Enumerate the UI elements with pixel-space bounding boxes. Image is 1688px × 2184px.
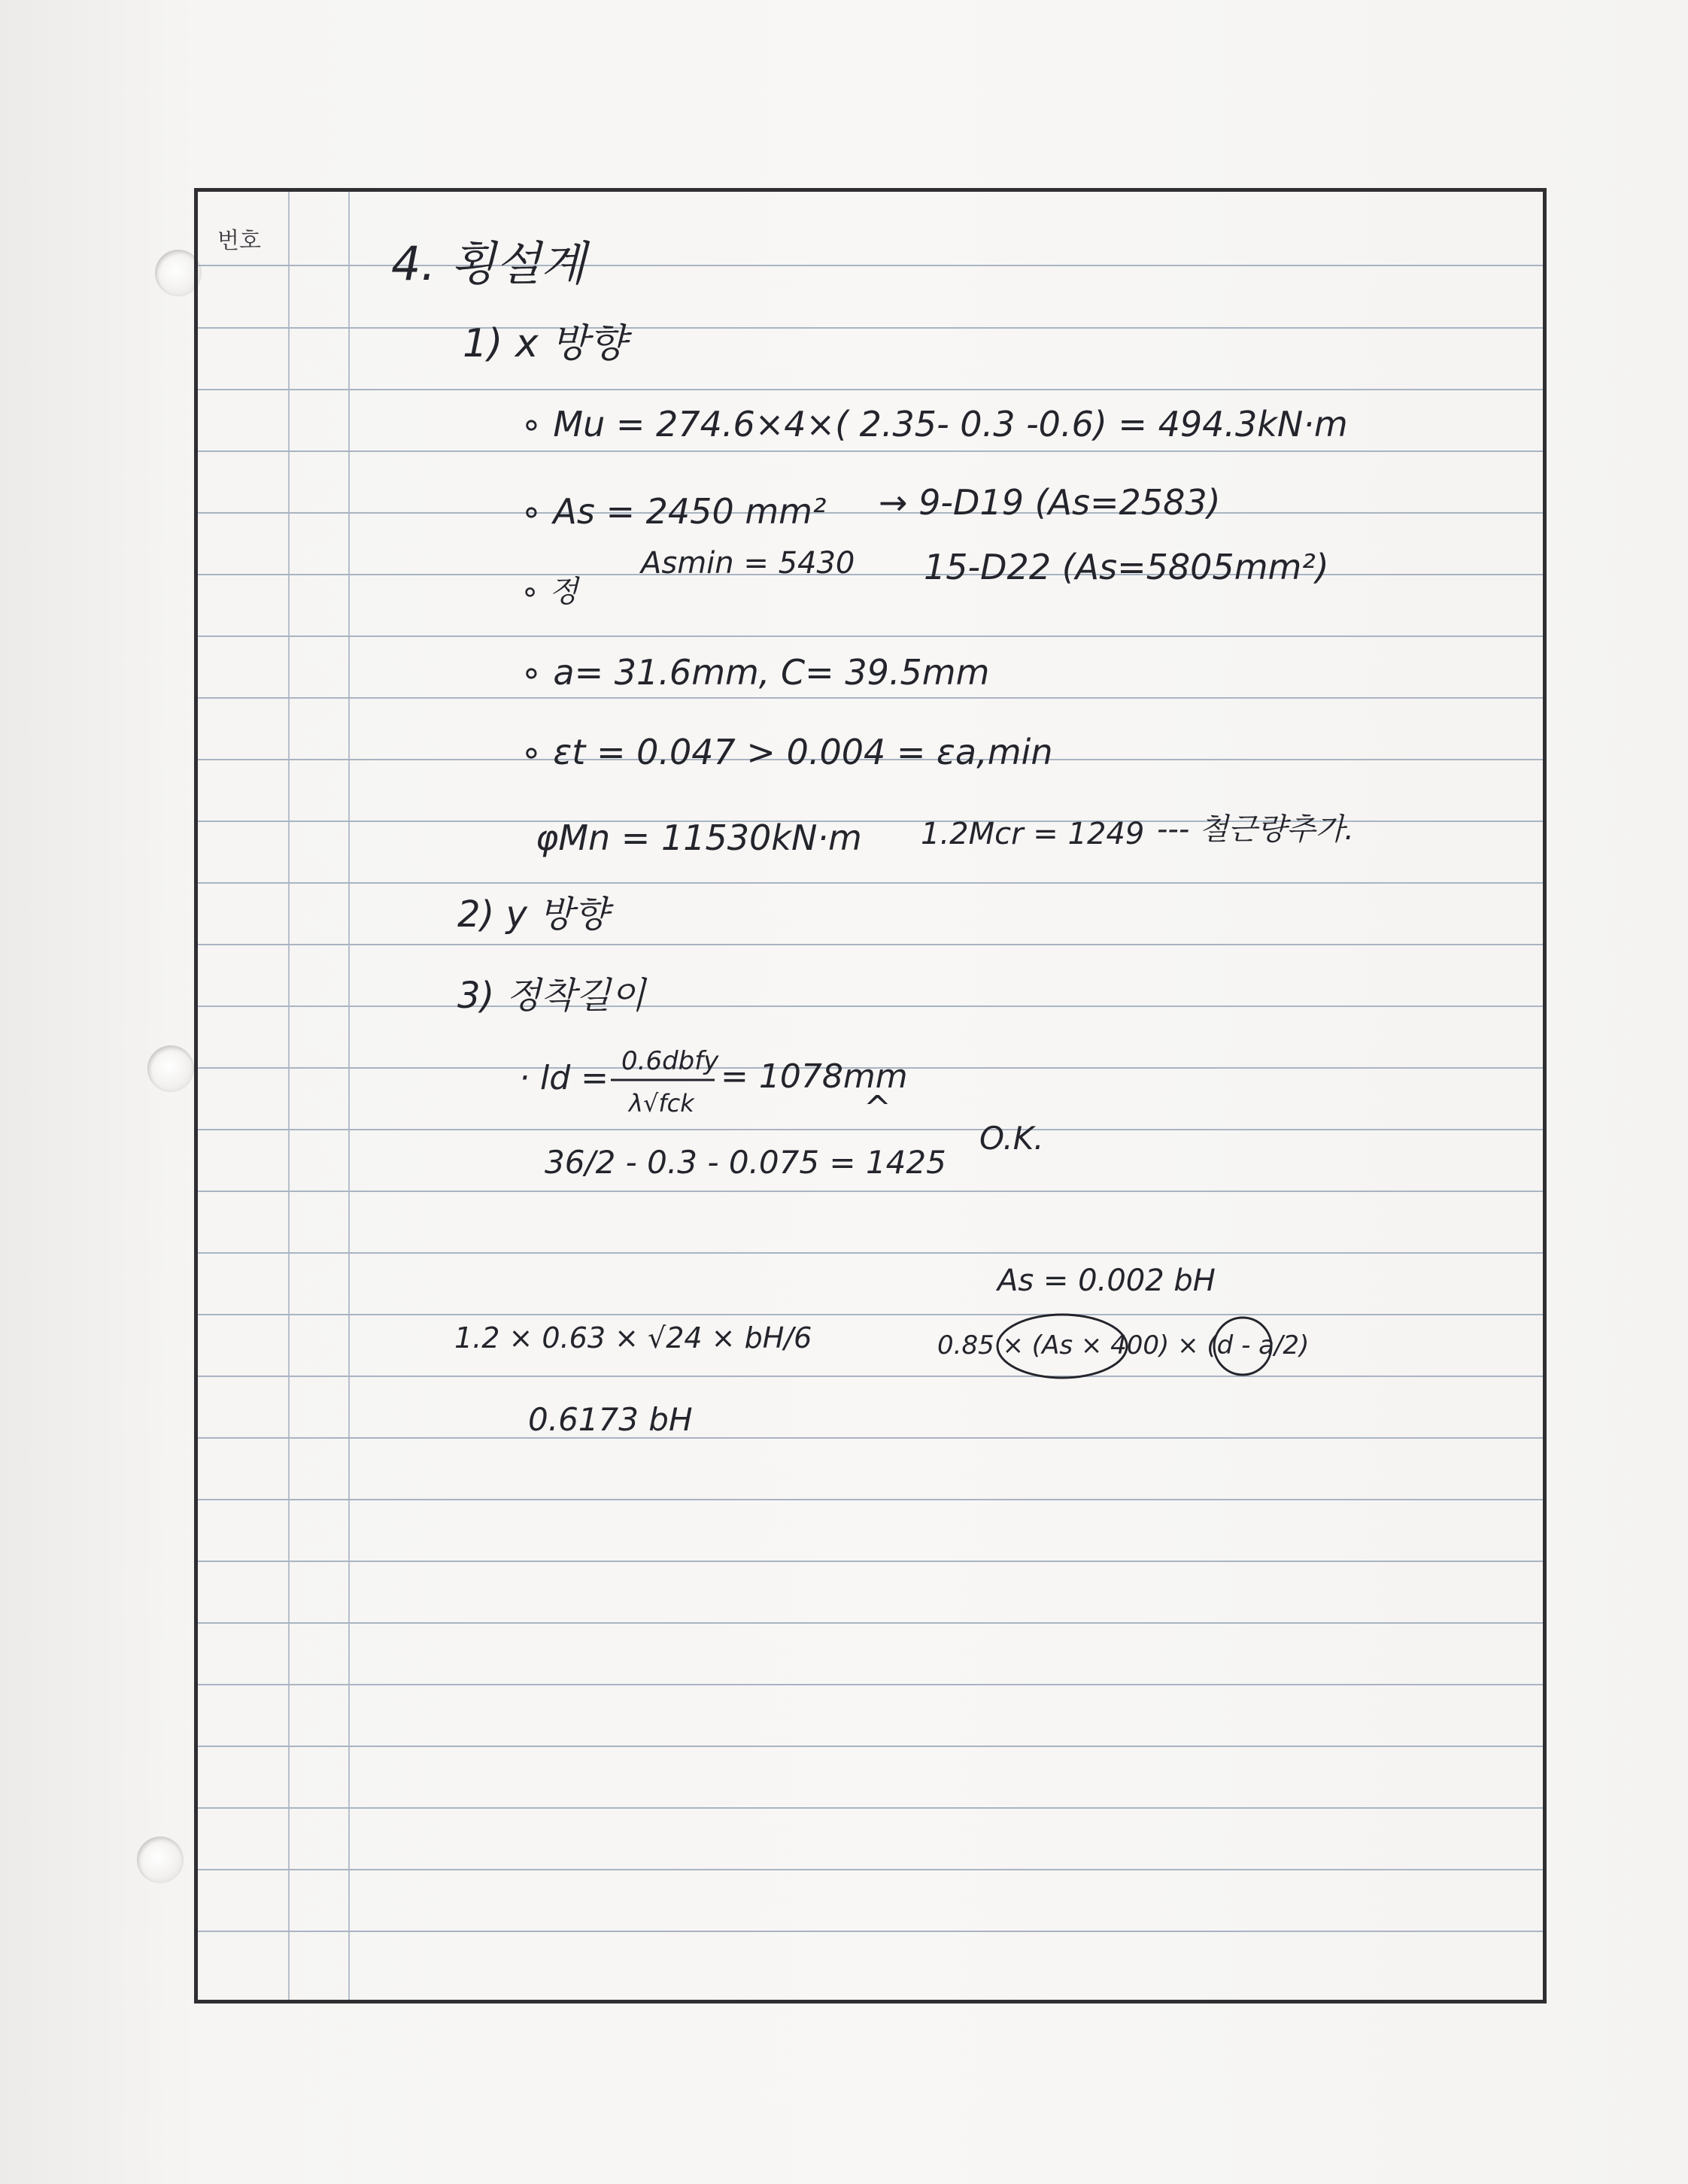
- section-3-title: 3) 정착길이: [457, 975, 645, 1017]
- nominal-moment-calc: 0.85 × (As × 400) × (d - a/2): [937, 1330, 1310, 1360]
- phi-mn-line: φMn = 11530kN·m: [536, 817, 862, 858]
- cracking-moment-calc: 1.2 × 0.63 × √24 × bH/6: [454, 1321, 812, 1354]
- ld-denominator: λ√fck: [629, 1089, 694, 1118]
- a-c-line: ∘ a= 31.6mm, C= 39.5mm: [521, 652, 990, 693]
- as-rebar-selection: → 9-D19 (As=2583): [879, 482, 1221, 523]
- ok-mark: O.K.: [979, 1120, 1044, 1157]
- ld-label: · ld =: [519, 1059, 609, 1097]
- mu-line: ∘ Mu = 274.6×4×( 2.35- 0.3 -0.6) = 494.3kN·m: [521, 404, 1348, 444]
- asmin-value: Asmin = 5430: [641, 546, 855, 581]
- comparison-caret: ^: [864, 1089, 891, 1127]
- mcr-line: 1.2Mcr = 1249: [921, 817, 1145, 851]
- section-2-title: 2) y 방향: [457, 893, 609, 936]
- number-field-label: 번호: [217, 228, 261, 254]
- rebar-note: --- 철근량추가.: [1157, 812, 1354, 847]
- section-1-title: 1) x 방향: [463, 321, 627, 366]
- as-line: ∘ As = 2450 mm²: [521, 491, 827, 532]
- ld-result: = 1078mm: [721, 1057, 908, 1096]
- section-heading: 4. 횡설계: [391, 236, 586, 291]
- ld-numerator: 0.6dbfy: [621, 1046, 719, 1076]
- strain-line: ∘ εt = 0.047 > 0.004 = εa,min: [521, 732, 1053, 772]
- rebar-revised: 15-D22 (As=5805mm²): [924, 547, 1329, 587]
- cracking-moment-result: 0.6173 bH: [528, 1401, 693, 1438]
- length-check: 36/2 - 0.3 - 0.075 = 1425: [545, 1144, 946, 1181]
- as-min-formula: As = 0.002 bH: [997, 1263, 1216, 1298]
- jeong-label: ∘ 정: [521, 575, 578, 609]
